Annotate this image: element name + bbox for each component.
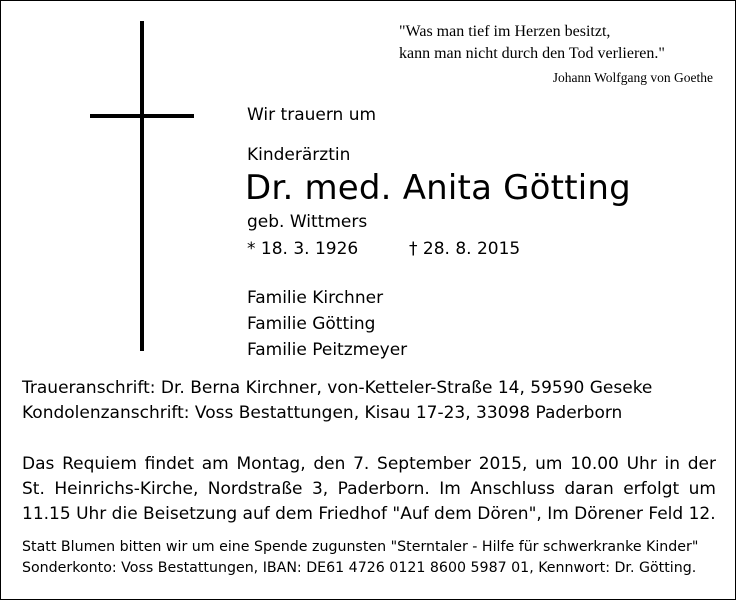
cross-icon-horizontal bbox=[90, 114, 194, 118]
quote-line-1: "Was man tief im Herzen besitzt, bbox=[399, 23, 611, 40]
family-name: Familie Peitzmeyer bbox=[247, 340, 408, 360]
deceased-maiden-name: geb. Wittmers bbox=[247, 212, 368, 232]
donation-account: Sonderkonto: Voss Bestattungen, IBAN: DE61 4726 0121 8600 5987 01, Kennwort: Dr. Götting. bbox=[22, 560, 697, 576]
deceased-name: Dr. med. Anita Götting bbox=[245, 168, 631, 208]
death-date: † 28. 8. 2015 bbox=[409, 239, 521, 259]
requiem-line: 11.15 Uhr die Beisetzung auf dem Friedhof "Auf dem Dören", Im Dörener Feld 12. bbox=[22, 504, 716, 524]
requiem-paragraph bbox=[22, 452, 716, 527]
mourning-address: Traueranschrift: Dr. Berna Kirchner, von-Ketteler-Straße 14, 59590 Geseke bbox=[22, 378, 653, 398]
mourning-intro: Wir trauern um bbox=[247, 105, 377, 125]
requiem-line: St. Heinrichs-Kirche, Nordstraße 3, Paderborn. Im Anschluss daran erfolgt um bbox=[22, 479, 716, 499]
condolence-address: Kondolenzanschrift: Voss Bestattungen, Kisau 17-23, 33098 Paderborn bbox=[22, 403, 623, 423]
family-name: Familie Kirchner bbox=[247, 288, 384, 308]
quote-line-2: kann man nicht durch den Tod verlieren." bbox=[399, 45, 665, 62]
family-name: Familie Götting bbox=[247, 314, 376, 334]
requiem-line: Das Requiem findet am Montag, den 7. September 2015, um 10.00 Uhr in der bbox=[22, 454, 716, 474]
cross-icon-vertical bbox=[140, 21, 144, 351]
deceased-profession: Kinderärztin bbox=[247, 145, 351, 165]
birth-date: * 18. 3. 1926 bbox=[247, 239, 359, 259]
quote-author: Johann Wolfgang von Goethe bbox=[552, 70, 713, 85]
donation-request: Statt Blumen bitten wir um eine Spende zugunsten "Sterntaler - Hilfe für schwerkranke Kinder" bbox=[22, 539, 699, 555]
